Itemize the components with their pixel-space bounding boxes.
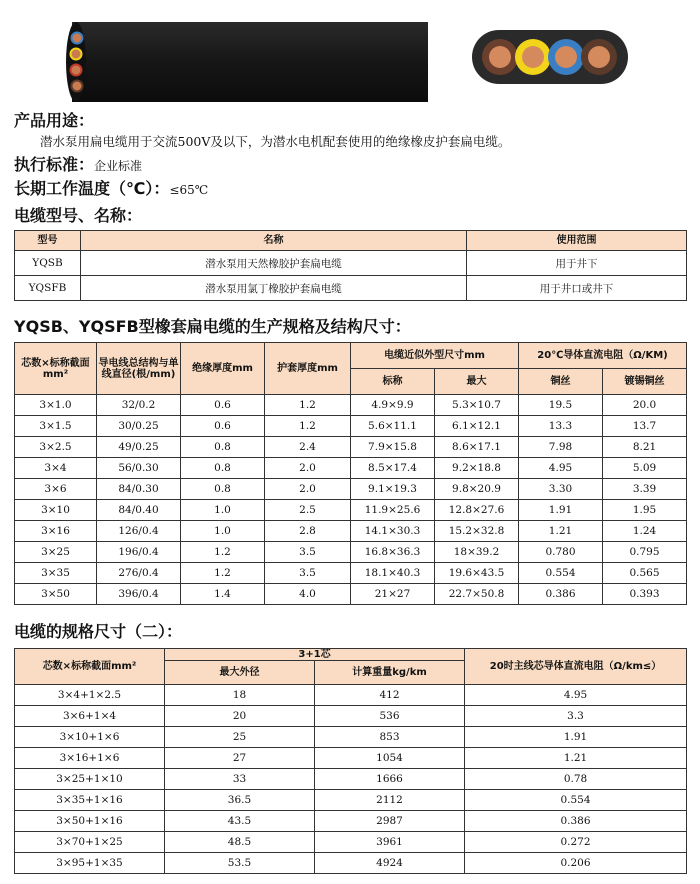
spec1-body <box>15 395 687 605</box>
table-cell: 536 <box>315 706 465 727</box>
table-cell: 0.565 <box>603 563 687 584</box>
table-cell: 22.7×50.8 <box>435 584 519 605</box>
spec1-header-resist: 20℃导体直流电阻（Ω/KM) <box>519 343 687 369</box>
table-cell: 3×2.5 <box>15 437 97 458</box>
table-cell: 8.6×17.1 <box>435 437 519 458</box>
spec1-header-copper: 铜丝 <box>519 369 603 395</box>
temperature-value: ≤65℃ <box>169 183 209 197</box>
table-cell: 1.2 <box>265 416 351 437</box>
table-cell: 3×95+1×35 <box>15 853 165 874</box>
table-cell: 3×10+1×6 <box>15 727 165 748</box>
spec2-table <box>14 648 687 874</box>
table-cell: 9.1×19.3 <box>351 479 435 500</box>
spec2-header-weight: 计算重量kg/km <box>315 661 465 685</box>
table-cell: 12.8×27.6 <box>435 500 519 521</box>
table-cell: 1.24 <box>603 521 687 542</box>
table-cell: 1.91 <box>465 727 687 748</box>
table-cell: 2987 <box>315 811 465 832</box>
model-name-cell: 潜水泵用氯丁橡胶护套扁电缆 <box>81 276 467 301</box>
table-row <box>15 395 687 416</box>
table-cell: 0.386 <box>465 811 687 832</box>
table-cell: 4.9×9.9 <box>351 395 435 416</box>
spec2-header-group: 3+1芯 <box>165 649 465 661</box>
table-cell: 3.3 <box>465 706 687 727</box>
table-row <box>15 727 687 748</box>
table-row <box>15 748 687 769</box>
table-cell: 84/0.30 <box>97 479 181 500</box>
table-cell: 8.5×17.4 <box>351 458 435 479</box>
table-cell: 18×39.2 <box>435 542 519 563</box>
table-row <box>15 769 687 790</box>
table-cell: 8.21 <box>603 437 687 458</box>
spec1-header-dims-nominal: 标称 <box>351 369 435 395</box>
table-cell: 0.393 <box>603 584 687 605</box>
table-cell: 3×25 <box>15 542 97 563</box>
table-cell: 30/0.25 <box>97 416 181 437</box>
table-cell: 1666 <box>315 769 465 790</box>
table-cell: 0.780 <box>519 542 603 563</box>
table-cell: 1.91 <box>519 500 603 521</box>
table-cell: 2112 <box>315 790 465 811</box>
table-row <box>15 811 687 832</box>
table-cell: 13.7 <box>603 416 687 437</box>
table-cell: 18.1×40.3 <box>351 563 435 584</box>
table-cell: 18 <box>165 685 315 706</box>
table-cell: 53.5 <box>165 853 315 874</box>
table-cell: 0.554 <box>519 563 603 584</box>
standard-row <box>14 152 142 175</box>
table-cell: 3.30 <box>519 479 603 500</box>
table-cell: 13.3 <box>519 416 603 437</box>
table-cell: 4.95 <box>465 685 687 706</box>
standard-heading: 执行标准： <box>14 155 95 174</box>
table-cell: 1.4 <box>181 584 265 605</box>
table-cell: 0.206 <box>465 853 687 874</box>
table-cell: 56/0.30 <box>97 458 181 479</box>
table-cell: 3×35+1×16 <box>15 790 165 811</box>
table-cell: 3.5 <box>265 542 351 563</box>
table-row <box>15 521 687 542</box>
usage-heading: 产品用途： <box>14 111 95 130</box>
table-cell: 3×1.5 <box>15 416 97 437</box>
spec1-header-cores: 芯数×标称截面mm² <box>15 343 97 395</box>
table-cell: 1.0 <box>181 521 265 542</box>
spec2-header-od: 最大外径 <box>165 661 315 685</box>
table-cell: 1054 <box>315 748 465 769</box>
table-cell: 1.2 <box>265 395 351 416</box>
table-cell: 3×35 <box>15 563 97 584</box>
table-cell: 0.795 <box>603 542 687 563</box>
spec1-header-sheath: 护套厚度mm <box>265 343 351 395</box>
table-cell: 33 <box>165 769 315 790</box>
table-cell: 2.5 <box>265 500 351 521</box>
table-cell: 16.8×36.3 <box>351 542 435 563</box>
table-cell: 6.1×12.1 <box>435 416 519 437</box>
table-cell: 0.8 <box>181 437 265 458</box>
table-row <box>15 563 687 584</box>
table-cell: 27 <box>165 748 315 769</box>
table-cell: 36.5 <box>165 790 315 811</box>
table-row <box>15 251 687 276</box>
spec1-table <box>14 342 687 605</box>
table-cell: 3×4 <box>15 458 97 479</box>
table-cell: 2.0 <box>265 458 351 479</box>
table-row <box>15 706 687 727</box>
table-cell: 5.6×11.1 <box>351 416 435 437</box>
table-cell: 3×6 <box>15 479 97 500</box>
spec1-heading: YQSB、YQSFB型橡套扁电缆的生产规格及结构尺寸： <box>14 317 411 336</box>
table-cell: 1.2 <box>181 563 265 584</box>
table-cell: 2.0 <box>265 479 351 500</box>
table-cell: 43.5 <box>165 811 315 832</box>
models-table <box>14 230 687 301</box>
table-cell: 19.5 <box>519 395 603 416</box>
table-cell: 4.0 <box>265 584 351 605</box>
table-row <box>15 437 687 458</box>
table-cell: 9.8×20.9 <box>435 479 519 500</box>
table-cell: 21×27 <box>351 584 435 605</box>
table-row <box>15 685 687 706</box>
spec1-header-tinned: 镀锡铜丝 <box>603 369 687 395</box>
table-cell: 48.5 <box>165 832 315 853</box>
model-scope-cell: 用于井口或井下 <box>467 276 687 301</box>
table-cell: 1.0 <box>181 500 265 521</box>
table-cell: 126/0.4 <box>97 521 181 542</box>
table-cell: 3×6+1×4 <box>15 706 165 727</box>
table-cell: 49/0.25 <box>97 437 181 458</box>
cable-cross-section-photo <box>470 28 630 86</box>
table-cell: 853 <box>315 727 465 748</box>
model-scope-cell: 用于井下 <box>467 251 687 276</box>
table-cell: 0.272 <box>465 832 687 853</box>
spec1-header-insulation: 绝缘厚度mm <box>181 343 265 395</box>
table-cell: 0.386 <box>519 584 603 605</box>
table-row <box>15 416 687 437</box>
table-cell: 3×50 <box>15 584 97 605</box>
spec2-header-resist: 20时主线芯导体直流电阻（Ω/km≤） <box>465 649 687 685</box>
table-cell: 3.39 <box>603 479 687 500</box>
models-header-name: 名称 <box>81 231 467 251</box>
table-cell: 3×25+1×10 <box>15 769 165 790</box>
models-header-scope: 使用范围 <box>467 231 687 251</box>
table-cell: 276/0.4 <box>97 563 181 584</box>
table-row <box>15 479 687 500</box>
table-cell: 0.6 <box>181 416 265 437</box>
table-cell: 9.2×18.8 <box>435 458 519 479</box>
usage-text: 潜水泵用扁电缆用于交流500V及以下，为潜水电机配套使用的绝缘橡皮护套扁电缆。 <box>40 134 511 149</box>
spec2-heading: 电缆的规格尺寸（二）： <box>14 622 183 641</box>
table-cell: 1.95 <box>603 500 687 521</box>
table-cell: 14.1×30.3 <box>351 521 435 542</box>
table-cell: 3×50+1×16 <box>15 811 165 832</box>
table-cell: 32/0.2 <box>97 395 181 416</box>
table-cell: 15.2×32.8 <box>435 521 519 542</box>
table-cell: 2.4 <box>265 437 351 458</box>
table-row <box>15 276 687 301</box>
table-cell: 4.95 <box>519 458 603 479</box>
table-cell: 0.8 <box>181 479 265 500</box>
table-cell: 3×70+1×25 <box>15 832 165 853</box>
table-cell: 5.09 <box>603 458 687 479</box>
table-cell: 1.21 <box>519 521 603 542</box>
spec1-header-conductor: 导电线总结构与单线直径(根/mm) <box>97 343 181 395</box>
table-cell: 5.3×10.7 <box>435 395 519 416</box>
table-row <box>15 458 687 479</box>
table-cell: 3×1.0 <box>15 395 97 416</box>
spec2-header-cores: 芯数×标称截面mm² <box>15 649 165 685</box>
model-name-cell: 潜水泵用天然橡胶护套扁电缆 <box>81 251 467 276</box>
table-row <box>15 790 687 811</box>
table-cell: 3×16 <box>15 521 97 542</box>
spec1-header-dims-max: 最大 <box>435 369 519 395</box>
table-cell: 3×4+1×2.5 <box>15 685 165 706</box>
table-row <box>15 500 687 521</box>
table-cell: 4924 <box>315 853 465 874</box>
models-heading: 电缆型号、名称： <box>14 206 143 225</box>
table-cell: 1.2 <box>181 542 265 563</box>
table-cell: 3.5 <box>265 563 351 584</box>
models-header-type: 型号 <box>15 231 81 251</box>
table-cell: 0.78 <box>465 769 687 790</box>
flat-cable-photo <box>64 16 428 102</box>
temperature-row <box>14 176 208 199</box>
table-row <box>15 832 687 853</box>
table-cell: 0.6 <box>181 395 265 416</box>
table-cell: 20.0 <box>603 395 687 416</box>
model-cell: YQSB <box>15 251 81 276</box>
table-cell: 396/0.4 <box>97 584 181 605</box>
table-cell: 2.8 <box>265 521 351 542</box>
table-cell: 3×16+1×6 <box>15 748 165 769</box>
table-row <box>15 542 687 563</box>
table-cell: 412 <box>315 685 465 706</box>
table-row <box>15 853 687 874</box>
table-cell: 196/0.4 <box>97 542 181 563</box>
table-cell: 1.21 <box>465 748 687 769</box>
model-cell: YQSFB <box>15 276 81 301</box>
standard-value: 企业标准 <box>94 159 143 173</box>
table-cell: 20 <box>165 706 315 727</box>
table-cell: 3×10 <box>15 500 97 521</box>
table-cell: 11.9×25.6 <box>351 500 435 521</box>
table-cell: 25 <box>165 727 315 748</box>
table-cell: 7.9×15.8 <box>351 437 435 458</box>
table-cell: 19.6×43.5 <box>435 563 519 584</box>
table-cell: 0.8 <box>181 458 265 479</box>
spec1-header-dims: 电缆近似外型尺寸mm <box>351 343 519 369</box>
table-cell: 0.554 <box>465 790 687 811</box>
table-cell: 7.98 <box>519 437 603 458</box>
spec2-body <box>15 685 687 874</box>
table-cell: 3961 <box>315 832 465 853</box>
table-cell: 84/0.40 <box>97 500 181 521</box>
table-row <box>15 584 687 605</box>
temperature-heading: 长期工作温度（℃）： <box>14 179 170 198</box>
